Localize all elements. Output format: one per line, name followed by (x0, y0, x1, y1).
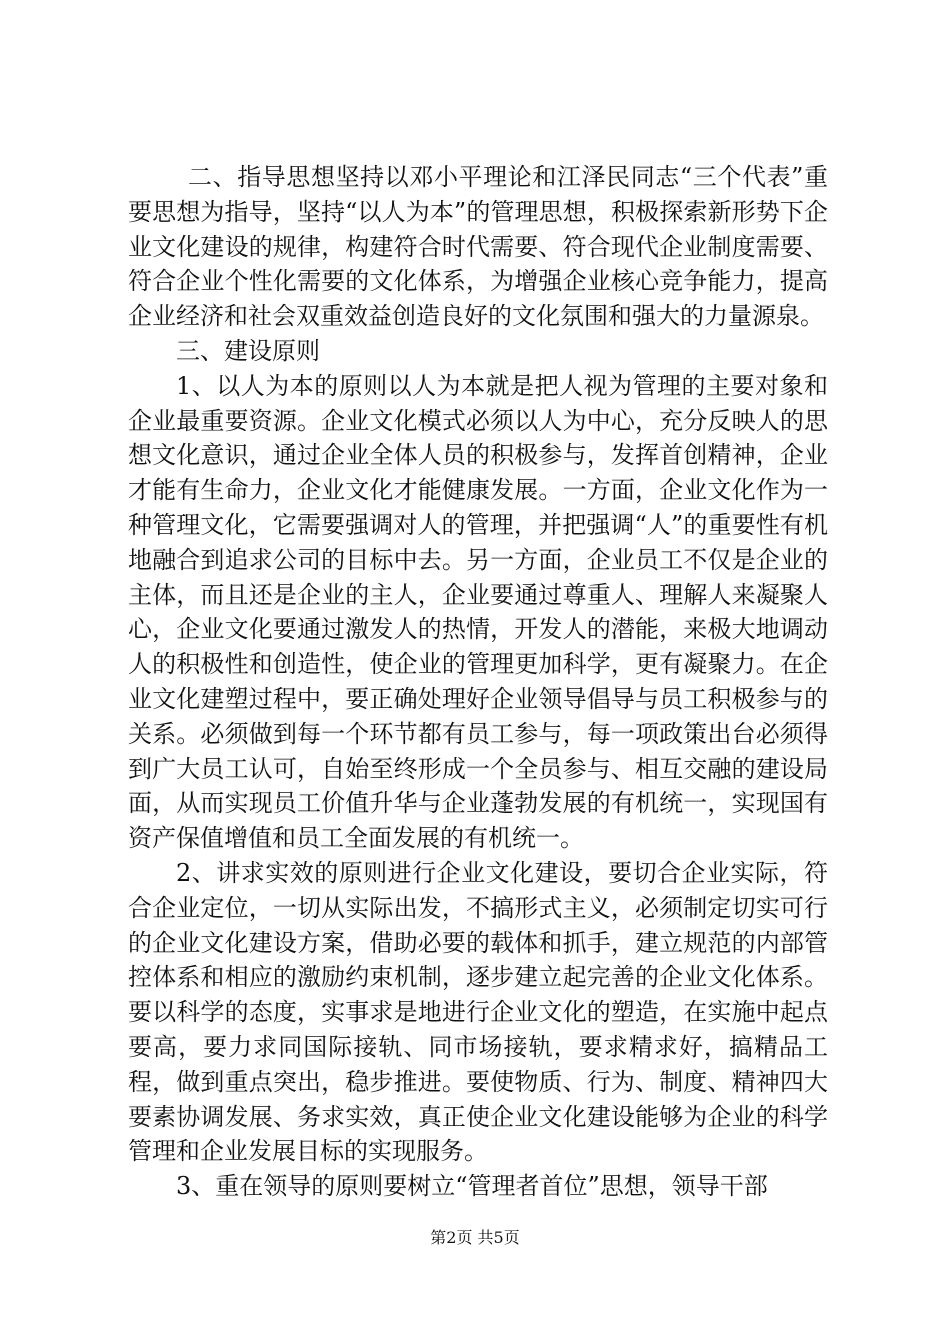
section-heading-construction-principles: 三、建设原则 (176, 336, 320, 365)
page-number-footer: 第2页 共5页 (430, 1228, 520, 1247)
paragraph-principle-leadership: 3、重在领导的原则要树立“管理者首位”思想，领导干部 (176, 1172, 768, 1201)
document-body (128, 160, 828, 1204)
paragraph-principle-people-oriented: 1、以人为本的原则以人为本就是把人视为管理的主要对象和企业最重要资源。企业文化模式必须以人为中心，充分反映人的思想文化意识，通过企业全体人员的积极参与，发挥首创精神，企业才能有生命力，企业文化才能健康发展。一方面，企业文化作为一种管理文化，它需要强调对人的管理，并把强调“人”的重要性有机地融合到追求公司的目标中去。另一方面，企业员工不仅是企业的主体，而且还是企业的主人，企业要通过尊重人、理解人来凝聚人心，企业文化要通过激发人的热情，开发人的潜能，来极大地调动人的积极性和创造性，使企业的管理更加科学，更有凝聚力。在企业文化建塑过程中，要正确处理好企业领导倡导与员工积极参与的关系。必须做到每一个环节都有员工参与，每一项政策出台必须得到广大员工认可，自始至终形成一个全员参与、相互交融的建设局面，从而实现员工价值升华与企业蓬勃发展的有机统一，实现国有资产保值增值和员工全面发展的有机统一。 (128, 371, 828, 853)
paragraph-principle-practical-effect: 2、讲求实效的原则进行企业文化建设，要切合企业实际，符合企业定位，一切从实际出发，不搞形式主义，必须制定切实可行的企业文化建设方案，借助必要的载体和抓手，建立规范的内部管控体系和相应的激励约束机制，逐步建立起完善的企业文化体系。要以科学的态度，实事求是地进行企业文化的塑造，在实施中起点要高，要力求同国际接轨、同市场接轨，要求精求好，搞精品工程，做到重点突出，稳步推进。要使物质、行为、制度、精神四大要素协调发展、务求实效，真正使企业文化建设能够为企业的科学管理和企业发展目标的实现服务。 (128, 858, 828, 1166)
paragraph-guiding-ideology: 二、指导思想坚持以邓小平理论和江泽民同志“三个代表”重要思想为指导，坚持“以人为本”的管理思想，积极探索新形势下企业文化建设的规律，构建符合时代需要、符合现代企业制度需要、符合企业个性化需要的文化体系，为增强企业核心竞争能力，提高企业经济和社会双重效益创造良好的文化氛围和强大的力量源泉。 (128, 163, 828, 331)
